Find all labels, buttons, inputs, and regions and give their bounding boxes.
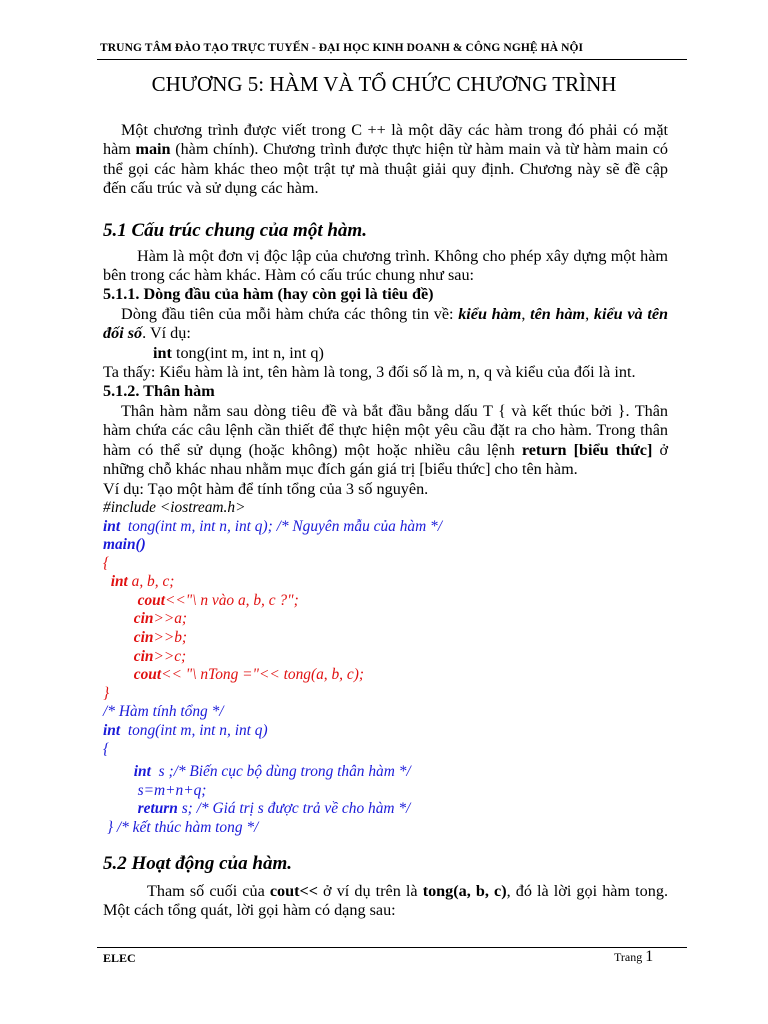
example-intro: Ví dụ: Tạo một hàm để tính tổng của 3 số nguyên.	[103, 479, 429, 498]
header-divider	[97, 59, 687, 60]
subsection-5-1-2-title: 5.1.2. Thân hàm	[103, 382, 215, 401]
code-block	[103, 499, 668, 838]
chapter-title: CHƯƠNG 5: HÀM VÀ TỔ CHỨC CHƯƠNG TRÌNH	[151, 72, 617, 96]
intro-paragraph: Một chương trình được viết trong C ++ là một dãy các hàm trong đó phải có mặt hàm main (hàm chính). Chương trình được thực hiện từ hàm main và từ hàm main có thể gọi các hàm khác theo một trật tự mà thuật giải quy định. Chương này sẽ đề cập đến cấu trúc và sử dụng các hàm.	[103, 121, 668, 198]
code-line: return s; /* Giá trị s được trả về cho hàm */	[103, 800, 411, 818]
footer-divider	[97, 947, 687, 948]
page-number: Trang 1	[614, 948, 654, 965]
code-line: } /* kết thúc hàm tong */	[103, 819, 259, 836]
code-line: s=m+n+q;	[103, 781, 207, 799]
subsection-5-1-2-paragraph: Thân hàm nằm sau dòng tiêu đề và bắt đầu bằng dấu T { và kết thúc bởi }. Thân hàm chứa các câu lệnh cần thiết để thực hiện một yêu cầu đặt ra cho hàm. Trong thân hàm có thể sử dụng (hoặc không) một hoặc nhiều câu lệnh return [biểu thức] ở những chỗ khác nhau nhằm mục đích gán giá trị [biểu thức] cho tên hàm.	[103, 401, 669, 479]
code-line: cin>>b;	[103, 629, 188, 647]
code-line: }	[103, 684, 110, 702]
page-header: TRUNG TÂM ĐÀO TẠO TRỰC TUYẾN - ĐẠI HỌC KINH DOANH & CÔNG NGHỆ HÀ NỘI	[100, 42, 584, 54]
code-line: int tong(int m, int n, int q); /* Nguyên mẫu của hàm */	[103, 517, 443, 535]
code-line: main()	[103, 536, 146, 554]
footer-label: ELEC	[103, 951, 136, 965]
code-line: cout<<"\ n vào a, b, c ?";	[103, 591, 299, 609]
subsection-5-1-1-title: 5.1.1. Dòng đầu của hàm (hay còn gọi là tiêu đề)	[103, 285, 434, 304]
signature-example: int tong(int m, int n, int q)	[153, 343, 324, 362]
subsection-5-1-1-paragraph: Dòng đầu tiên của mỗi hàm chứa các thông tin về: kiểu hàm, tên hàm, kiểu và tên đối số. Ví dụ:	[103, 304, 669, 343]
section-5-1-paragraph: Hàm là một đơn vị độc lập của chương trình. Không cho phép xây dựng một hàm bên trong các hàm khác. Hàm có cấu trúc chung như sau:	[103, 246, 668, 285]
code-line: int s ;/* Biến cục bộ dùng trong thân hàm */	[103, 763, 411, 781]
code-line: {	[103, 740, 110, 758]
code-line: {	[103, 554, 110, 572]
section-5-2-paragraph: Tham số cuối của cout<< ở ví dụ trên là tong(a, b, c), đó là lời gọi hàm tong. Một cách tổng quát, lời gọi hàm có dạng sau:	[103, 881, 668, 919]
code-line: #include <iostream.h>	[103, 498, 246, 516]
code-line: cout<< "\ nTong ="<< tong(a, b, c);	[103, 666, 364, 684]
code-line: cin>>c;	[103, 647, 187, 665]
section-5-2-title: 5.2 Hoạt động của hàm.	[103, 852, 292, 874]
code-line: /* Hàm tính tổng */	[103, 703, 224, 721]
code-line: int a, b, c;	[103, 573, 175, 591]
signature-explanation: Ta thấy: Kiểu hàm là int, tên hàm là tong, 3 đối số là m, n, q và kiểu của đối là int.	[103, 363, 636, 382]
code-line: int tong(int m, int n, int q)	[103, 722, 268, 740]
main-content	[103, 121, 668, 920]
code-line: cin>>a;	[103, 610, 188, 628]
section-5-1-title: 5.1 Cấu trúc chung của một hàm.	[103, 219, 367, 241]
